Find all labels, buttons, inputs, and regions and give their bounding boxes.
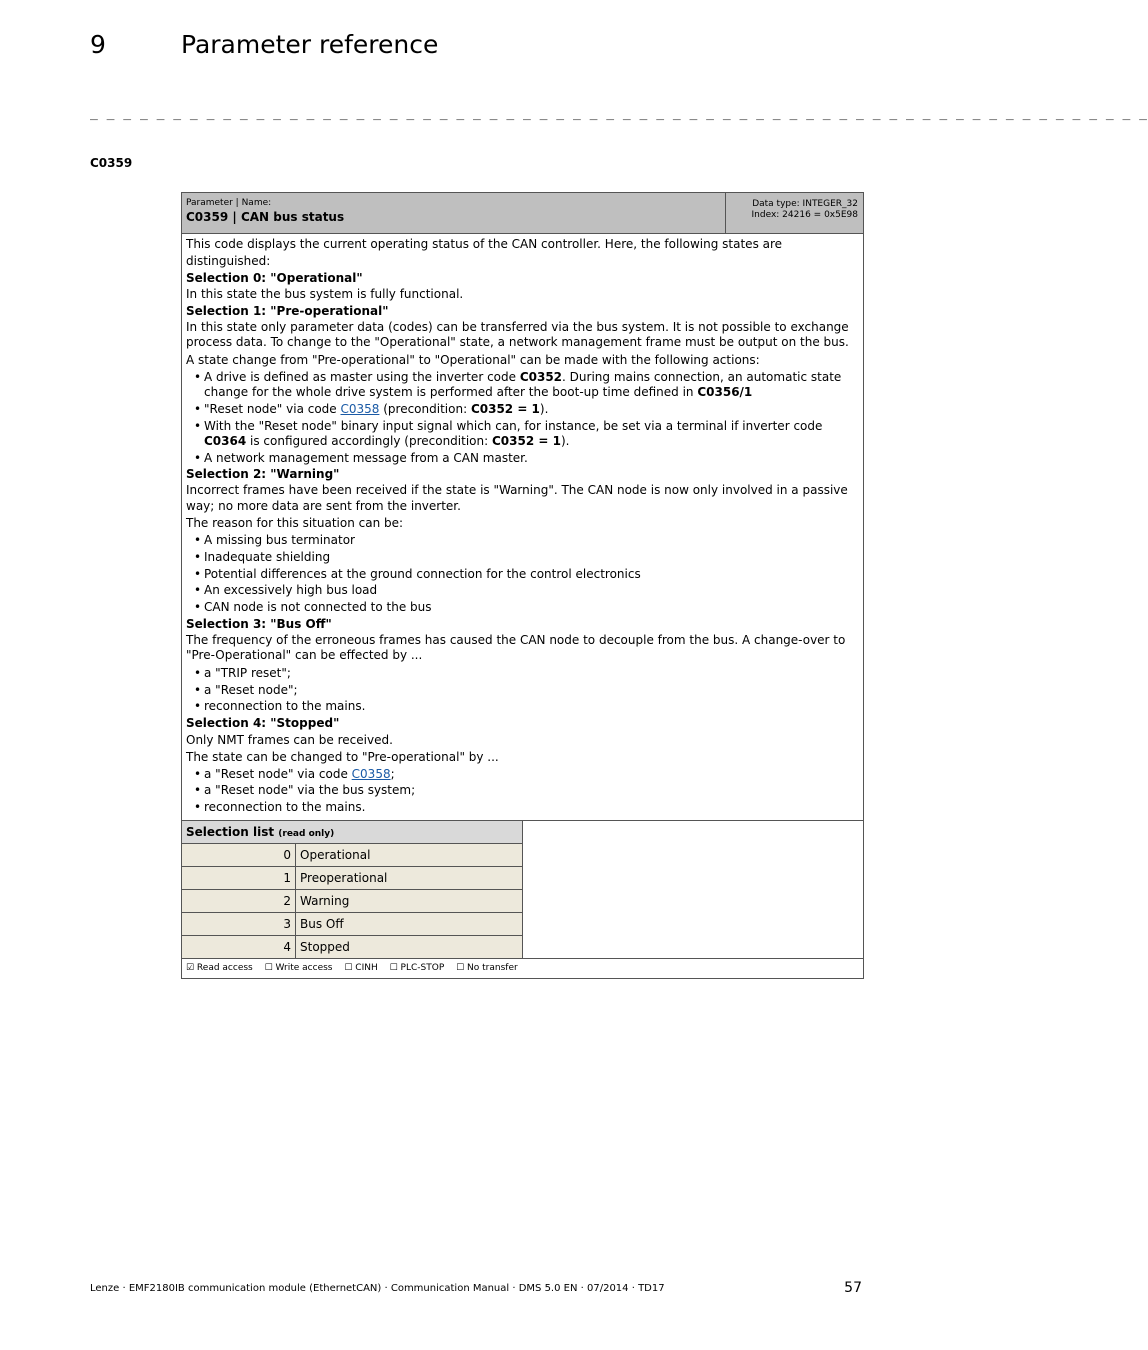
selection-2-title: Selection 2: "Warning" bbox=[186, 467, 340, 482]
intro-text: This code displays the current operating status of the CAN controller. Here, the following states are distinguished: bbox=[186, 237, 783, 268]
selection-1-text2: A state change from "Pre-operational" to "Operational" can be made with the following actions: bbox=[186, 352, 760, 367]
cinh-flag: ☐ CINH bbox=[344, 962, 378, 973]
list-item: • a "Reset node" via code C0358; bbox=[186, 766, 859, 783]
read-access-flag: ☑ Read access bbox=[186, 962, 253, 973]
selection-1-title: Selection 1: "Pre-operational" bbox=[186, 304, 389, 319]
list-item: • a "TRIP reset"; bbox=[186, 665, 859, 682]
selection-section bbox=[182, 821, 863, 959]
list-item: • With the "Reset node" binary input signal which can, for instance, be set via a terminal if inverter code C0364 is configured accordingly (precondition: C0352 = 1). bbox=[186, 418, 859, 450]
table-row: 3 Bus Off bbox=[182, 913, 522, 936]
c0358-link[interactable]: C0358 bbox=[351, 766, 391, 781]
selection-4-actions bbox=[186, 766, 859, 816]
selection-2-text2: The reason for this situation can be: bbox=[186, 516, 404, 531]
chapter-number: 9 bbox=[90, 30, 106, 59]
list-item: • a "Reset node"; bbox=[186, 682, 859, 699]
selection-4-title: Selection 4: "Stopped" bbox=[186, 716, 340, 731]
parameter-header bbox=[182, 193, 863, 234]
list-item: • reconnection to the mains. bbox=[186, 698, 859, 715]
data-type: Data type: INTEGER_32 bbox=[752, 199, 858, 209]
footer-text: Lenze · EMF2180IB communication module (EthernetCAN) · Communication Manual · DMS 5.0 EN · 07/2014 · TD17 bbox=[90, 1283, 665, 1294]
parameter-type-cell bbox=[726, 193, 863, 233]
code-heading: C0359 bbox=[90, 156, 133, 170]
no-transfer-flag: ☐ No transfer bbox=[456, 962, 518, 973]
selection-0-title: Selection 0: "Operational" bbox=[186, 270, 363, 285]
table-row: 4 Stopped bbox=[182, 936, 522, 958]
chapter-title: Parameter reference bbox=[181, 30, 439, 59]
selection-2-reasons bbox=[186, 532, 859, 616]
access-flags bbox=[182, 959, 863, 978]
list-item: • A missing bus terminator bbox=[186, 532, 859, 549]
list-item: • a "Reset node" via the bus system; bbox=[186, 782, 859, 799]
selection-1-text: In this state only parameter data (codes) can be transferred via the bus system. It is not possible to exchange process data. To change to the "Operational" state, a network management frame must be output on the bus. bbox=[186, 319, 849, 350]
selection-3-actions bbox=[186, 665, 859, 715]
list-item: • An excessively high bus load bbox=[186, 582, 859, 599]
selection-0-text: In this state the bus system is fully functional. bbox=[186, 287, 464, 302]
selection-list bbox=[182, 821, 523, 958]
list-item: • CAN node is not connected to the bus bbox=[186, 599, 859, 616]
empty-cell bbox=[523, 821, 863, 958]
selection-1-actions bbox=[186, 369, 859, 467]
c0358-link[interactable]: C0358 bbox=[340, 401, 380, 416]
parameter-index: Index: 24216 = 0x5E98 bbox=[751, 210, 858, 220]
list-item: • "Reset node" via code C0358 (precondition: C0352 = 1). bbox=[186, 401, 859, 418]
table-row: 0 Operational bbox=[182, 844, 522, 867]
separator-line: _ _ _ _ _ _ _ _ _ _ _ _ _ _ _ _ _ _ _ _ _ _ _ _ _ _ _ _ _ _ _ _ _ _ _ _ _ _ _ _ _ _ _ _ _ _ _ _ _ _ _ _ _ _ _ _ _ _ _ _ _ _ _ _ bbox=[90, 106, 1148, 121]
selection-3-text: The frequency of the erroneous frames has caused the CAN node to decouple from the bus. A change-over to "Pre-Operational" can be effected by ... bbox=[186, 632, 846, 663]
list-item: • Potential differences at the ground connection for the control electronics bbox=[186, 566, 859, 583]
list-item: • A drive is defined as master using the inverter code C0352. During mains connection, an automatic state change for the whole drive system is performed after the boot-up time defined in C0356/1 bbox=[186, 369, 859, 401]
parameter-description bbox=[182, 234, 863, 821]
parameter-label: Parameter | Name: bbox=[186, 198, 272, 208]
list-item: • reconnection to the mains. bbox=[186, 799, 859, 816]
plc-stop-flag: ☐ PLC-STOP bbox=[389, 962, 445, 973]
parameter-name: C0359 | CAN bus status bbox=[186, 210, 345, 224]
selection-4-text2: The state can be changed to "Pre-operational" by ... bbox=[186, 749, 499, 764]
parameter-table bbox=[181, 192, 864, 979]
selection-list-header: Selection list (read only) bbox=[182, 821, 522, 844]
selection-4-text: Only NMT frames can be received. bbox=[186, 732, 393, 747]
write-access-flag: ☐ Write access bbox=[264, 962, 333, 973]
selection-2-text: Incorrect frames have been received if the state is "Warning". The CAN node is now only involved in a passive way; no more data are sent from the inverter. bbox=[186, 483, 848, 513]
table-row: 1 Preoperational bbox=[182, 867, 522, 890]
list-item: • Inadequate shielding bbox=[186, 549, 859, 566]
selection-3-title: Selection 3: "Bus Off" bbox=[186, 616, 332, 631]
page-number: 57 bbox=[844, 1280, 862, 1296]
read-only-note: (read only) bbox=[278, 828, 335, 839]
table-row: 2 Warning bbox=[182, 890, 522, 913]
list-item: • A network management message from a CAN master. bbox=[186, 450, 859, 467]
parameter-name-cell bbox=[182, 193, 726, 233]
